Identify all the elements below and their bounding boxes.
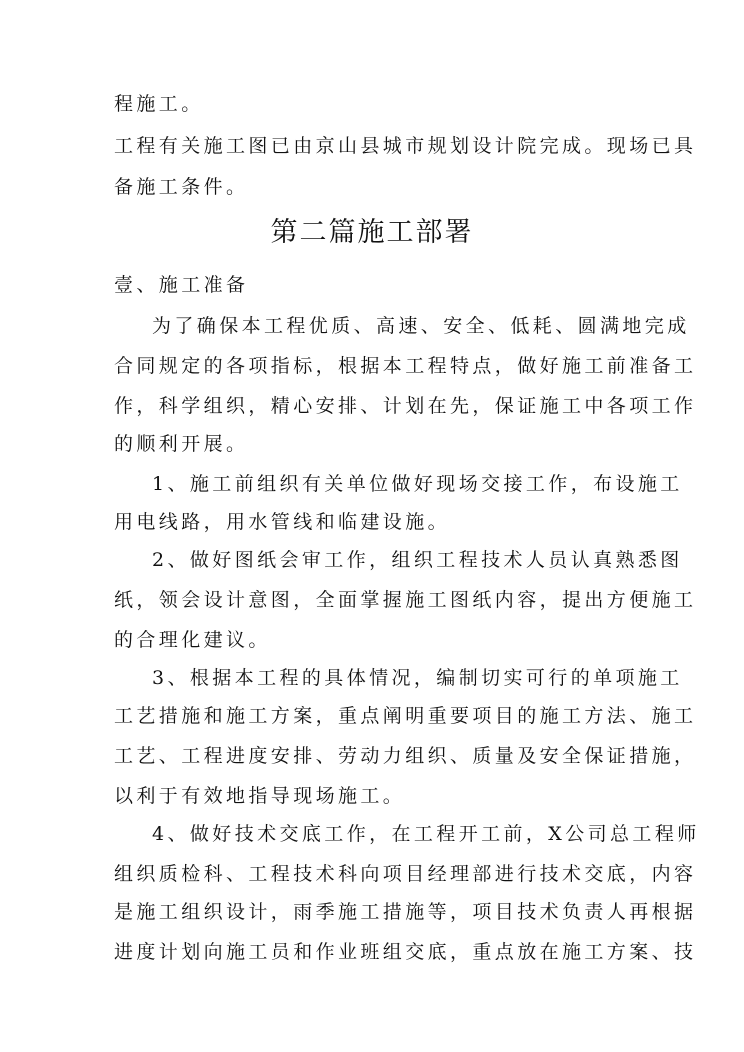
paragraph-line: 1、施工前组织有关单位做好现场交接工作，布设施工 <box>152 473 683 495</box>
paragraph-line: 2、做好图纸会审工作，组织工程技术人员认真熟悉图 <box>152 549 683 571</box>
chapter-title: 第二篇施工部署 <box>270 217 474 248</box>
paragraph-line: 组织质检科、工程技术科向项目经理部进行技术交底，内容 <box>114 863 697 885</box>
section-title: 壹、施工准备 <box>114 274 249 296</box>
paragraph-line: 用电线路，用水管线和临建设施。 <box>114 511 451 533</box>
paragraph-line: 4、做好技术交底工作，在工程开工前，X公司总工程师 <box>152 823 700 845</box>
paragraph-line: 以利于有效地指导现场施工。 <box>114 785 406 807</box>
paragraph-line: 3、根据本工程的具体情况，编制切实可行的单项施工 <box>152 667 683 689</box>
paragraph-line: 的顺利开展。 <box>114 433 249 455</box>
paragraph-line: 工艺、工程进度安排、劳动力组织、质量及安全保证措施， <box>114 745 697 767</box>
text-line: 程施工。 <box>114 93 204 115</box>
paragraph-line: 工艺措施和施工方案，重点阐明重要项目的施工方法、施工 <box>114 705 697 727</box>
paragraph-line: 作，科学组织，精心安排、计划在先，保证施工中各项工作 <box>114 395 697 417</box>
paragraph-line: 为了确保本工程优质、高速、安全、低耗、圆满地完成 <box>152 315 690 337</box>
text-line: 工程有关施工图已由京山县城市规划设计院完成。现场已具 <box>114 135 697 157</box>
paragraph-line: 纸，领会设计意图，全面掌握施工图纸内容，提出方便施工 <box>114 589 697 611</box>
paragraph-line: 进度计划向施工员和作业班组交底，重点放在施工方案、技 <box>114 941 697 963</box>
text-line: 备施工条件。 <box>114 176 249 198</box>
paragraph-line: 合同规定的各项指标，根据本工程特点，做好施工前准备工 <box>114 355 697 377</box>
paragraph-line: 的合理化建议。 <box>114 629 271 651</box>
paragraph-line: 是施工组织设计，雨季施工措施等，项目技术负责人再根据 <box>114 901 697 923</box>
